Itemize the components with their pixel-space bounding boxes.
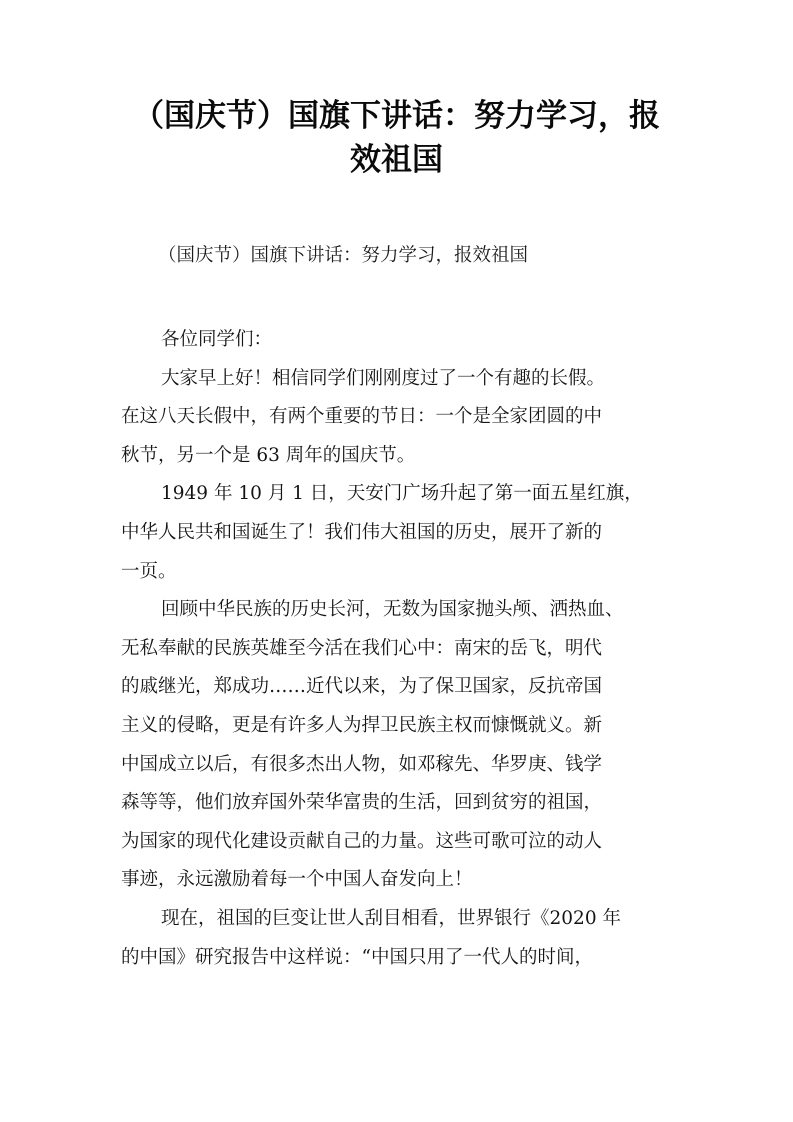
paragraph-line: 森等等，他们放弃国外荣华富贵的生活，回到贫穷的祖国， — [121, 792, 603, 814]
paragraph-line: 现在，祖国的巨变让世人刮目相看，世界银行《2020 年 — [161, 907, 621, 929]
paragraph-line: 为国家的现代化建设贡献自己的力量。这些可歌可泣的动人 — [121, 830, 603, 852]
paragraph-line: 的戚继光，郑成功……近代以来，为了保卫国家，反抗帝国 — [121, 676, 603, 698]
greeting: 各位同学们： — [161, 329, 273, 350]
paragraph-line: 一页。 — [121, 560, 177, 582]
paragraph — [121, 360, 676, 476]
paragraph-line: 中国成立以后，有很多杰出人物，如邓稼先、华罗庚、钱学 — [121, 753, 603, 775]
paragraph-line: 大家早上好！相信同学们刚刚度过了一个有趣的长假。 — [161, 367, 606, 389]
paragraph-line: 事迹，永远激励着每一个中国人奋发向上！ — [121, 869, 473, 891]
paragraph-line: 主义的侵略，更是有许多人为捍卫民族主权而慷慨就义。新 — [121, 714, 603, 736]
document-title — [100, 94, 693, 182]
paragraph-line: 回顾中华民族的历史长河，无数为国家抛头颅、洒热血、 — [161, 599, 624, 621]
document-body — [121, 321, 676, 977]
paragraph-line: 中华人民共和国诞生了！我们伟大祖国的历史，展开了新的 — [121, 521, 603, 543]
paragraph — [121, 900, 676, 977]
paragraph-line: 1949 年 10 月 1 日，天安门广场升起了第一面五星红旗， — [161, 483, 643, 505]
paragraph-line: 在这八天长假中，有两个重要的节日：一个是全家团圆的中 — [121, 406, 603, 428]
paragraph-line: 无私奉献的民族英雄至今活在我们心中：南宋的岳飞，明代 — [121, 637, 603, 659]
paragraph — [121, 475, 676, 591]
title-line: 效祖国 — [350, 142, 443, 178]
paragraph-line: 秋节，另一个是 63 周年的国庆节。 — [121, 444, 416, 466]
paragraph — [121, 591, 676, 900]
document-subtitle: （国庆节）国旗下讲话：努力学习，报效祖国 — [158, 245, 529, 266]
title-line: （国庆节）国旗下讲话：努力学习，报 — [133, 98, 660, 134]
paragraph-line: 的中国》研究报告中这样说：“中国只用了一代人的时间， — [121, 946, 593, 968]
